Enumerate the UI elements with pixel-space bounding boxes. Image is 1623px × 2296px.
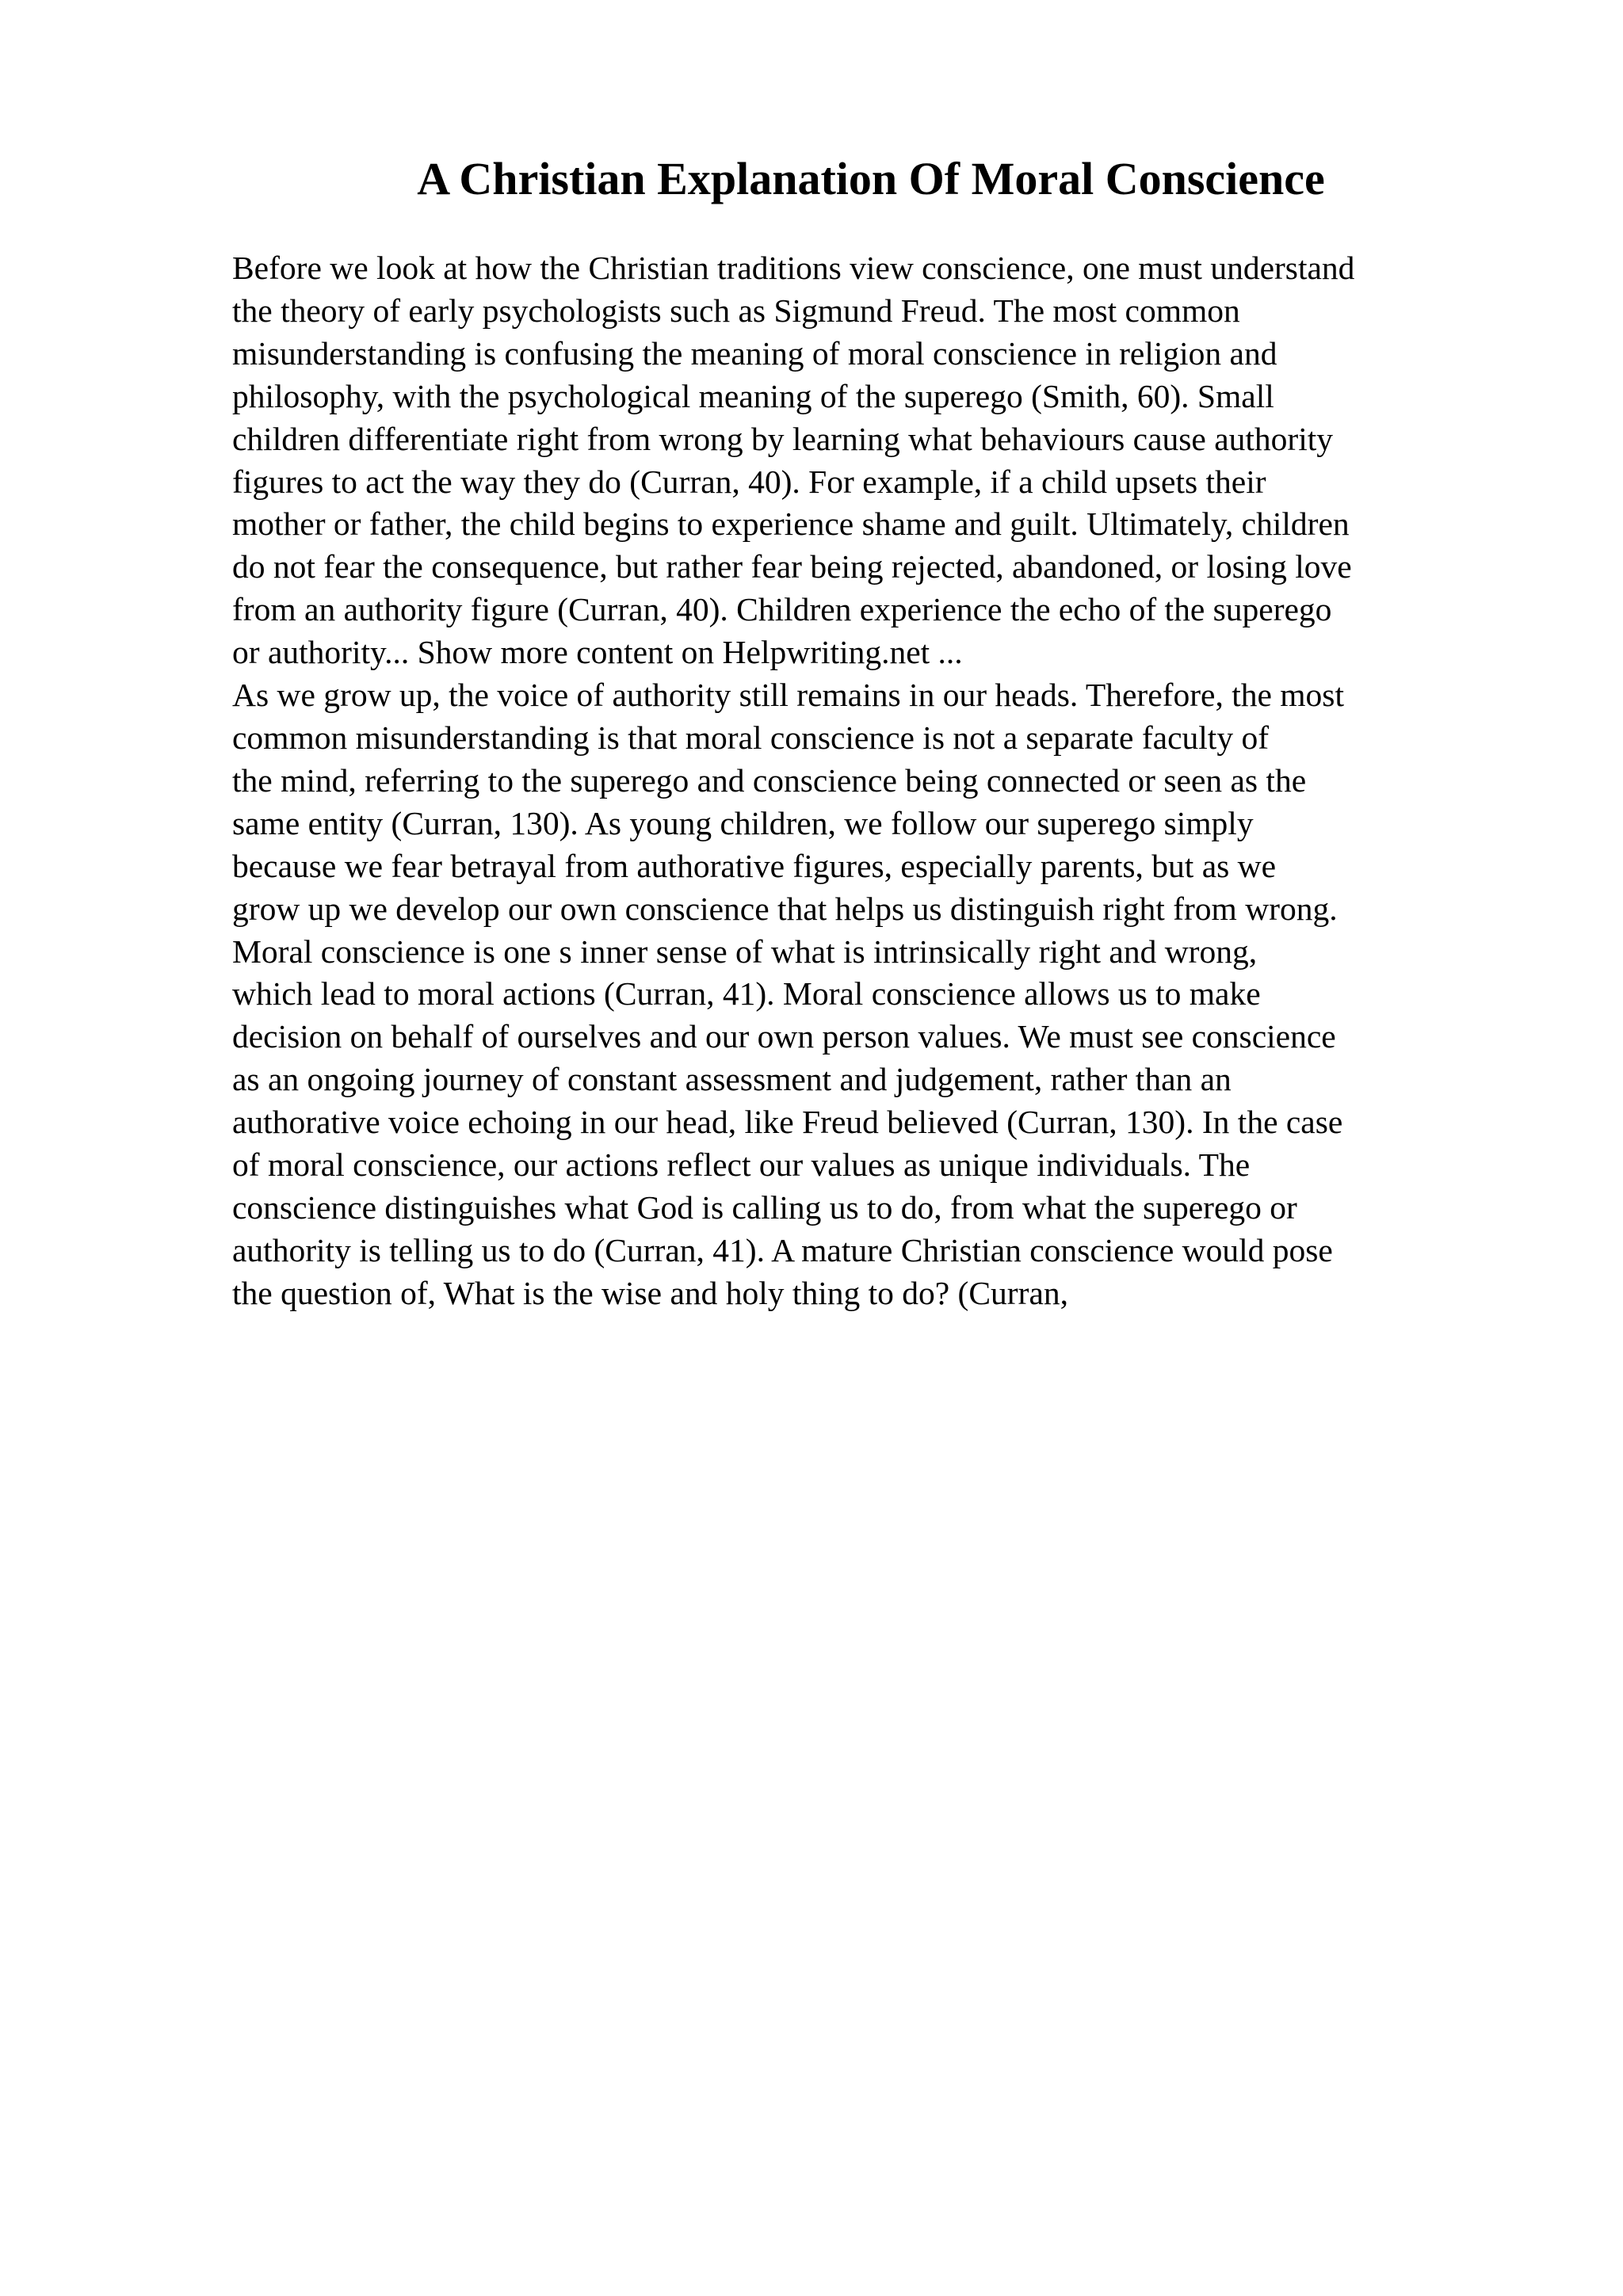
body-text-line: as an ongoing journey of constant assessment and judgement, rather than an: [232, 1061, 1232, 1098]
body-text-line: because we fear betrayal from authorative figures, especially parents, but as we: [232, 847, 1277, 884]
body-text-line: philosophy, with the psychological meaning of the superego (Smith, 60). Small: [232, 377, 1274, 414]
document-body: [232, 247, 1532, 1315]
body-text-line: decision on behalf of ourselves and our own person values. We must see conscience: [232, 1018, 1336, 1055]
body-text-line: mother or father, the child begins to experience shame and guilt. Ultimately, children: [232, 505, 1350, 543]
body-text-line: As we grow up, the voice of authority still remains in our heads. Therefore, the most: [232, 677, 1344, 714]
document-title: A Christian Explanation Of Moral Conscience: [417, 153, 1325, 204]
body-text-line: same entity (Curran, 130). As young children, we follow our superego simply: [232, 804, 1254, 841]
body-text-line: grow up we develop our own conscience that helps us distinguish right from wrong.: [232, 890, 1338, 927]
body-text-line: Before we look at how the Christian traditions view conscience, one must understand: [232, 250, 1355, 286]
body-text-line: children differentiate right from wrong by learning what behaviours cause authority: [232, 420, 1334, 457]
body-text-line: the question of, What is the wise and holy thing to do? (Curran,: [232, 1274, 1068, 1311]
body-text-line: or authority... Show more content on Helpwriting.net ...: [232, 634, 963, 671]
body-text-line: authority is telling us to do (Curran, 41). A mature Christian conscience would pose: [232, 1231, 1333, 1268]
body-text-line: common misunderstanding is that moral conscience is not a separate faculty of: [232, 719, 1270, 756]
body-text-line: authorative voice echoing in our head, like Freud believed (Curran, 130). In the case: [232, 1104, 1343, 1141]
body-text-line: the theory of early psychologists such as Sigmund Freud. The most common: [232, 292, 1240, 329]
body-text-line: the mind, referring to the superego and conscience being connected or seen as the: [232, 761, 1307, 799]
body-text-line: figures to act the way they do (Curran, 40). For example, if a child upsets their: [232, 463, 1266, 500]
body-text-line: which lead to moral actions (Curran, 41). Moral conscience allows us to make: [232, 975, 1261, 1013]
body-text-line: from an authority figure (Curran, 40). Children experience the echo of the superego: [232, 591, 1332, 628]
body-text-line: Moral conscience is one s inner sense of what is intrinsically right and wrong,: [232, 933, 1258, 970]
body-text-line: misunderstanding is confusing the meaning of moral conscience in religion and: [232, 334, 1277, 372]
body-text-line: conscience distinguishes what God is calling us to do, from what the superego or: [232, 1188, 1297, 1226]
body-text-line: do not fear the consequence, but rather fear being rejected, abandoned, or losing love: [232, 548, 1352, 585]
body-text-line: of moral conscience, our actions reflect our values as unique individuals. The: [232, 1146, 1251, 1184]
